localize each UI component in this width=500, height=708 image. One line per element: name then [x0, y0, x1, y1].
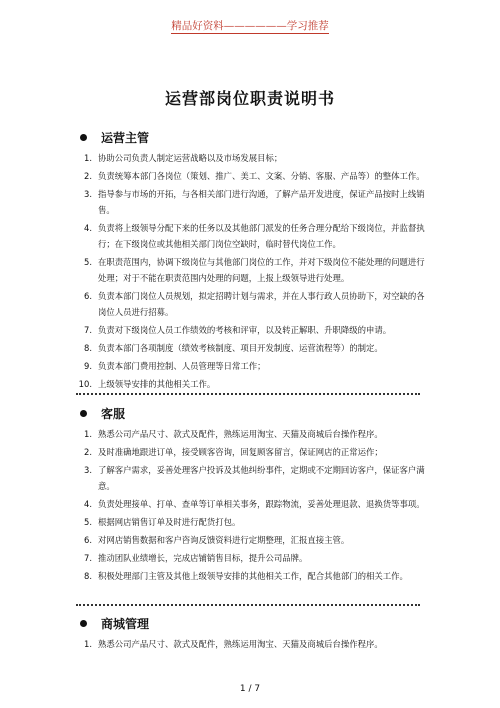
item-number: 8.	[84, 571, 92, 581]
list-item	[76, 550, 428, 566]
list-item	[76, 358, 428, 374]
item-text: 协助公司负责人制定运营战略以及市场发展目标；	[98, 153, 283, 163]
item-number: 6.	[84, 291, 92, 301]
item-text: 负责统筹本部门各岗位（策划、推广、美工、文案、分销、客服、产品等）的整体工作。	[98, 171, 425, 181]
item-text: 负责本部门岗位人员规划，拟定招聘计划与需求，并在人事行政人员协助下，对空缺的各岗位人员进行招募。	[98, 291, 425, 317]
section-title: 运营主管	[101, 130, 150, 145]
page-number: 1 / 7	[239, 684, 261, 694]
item-number: 9.	[84, 361, 92, 371]
item-number: 3.	[84, 189, 92, 199]
item-text: 负责将上级领导分配下来的任务以及其他部门派发的任务合理分配给下级岗位，并监督执行；在下级岗位或其他相关部门岗位空缺时，临时替代岗位工作。	[98, 223, 425, 249]
list-item	[76, 444, 428, 460]
duty-list	[76, 426, 428, 584]
list-item	[76, 514, 428, 530]
duty-list	[76, 636, 428, 652]
list-item	[76, 150, 428, 166]
dotted-divider	[76, 604, 420, 606]
list-item	[76, 186, 428, 218]
item-number: 6.	[84, 535, 92, 545]
bullet-icon	[80, 410, 87, 417]
section-title: 客服	[101, 406, 126, 421]
section-operations-manager	[76, 128, 428, 394]
item-text: 及时准确地跟进订单，接受顾客咨询，回复顾客留言，保证网店的正常运作；	[98, 447, 383, 457]
list-item	[76, 168, 428, 184]
item-text: 负责本部门各项制度（绩效考核制度、项目开发制度、运营流程等）的制定。	[98, 343, 383, 353]
item-text: 负责本部门费用控制、人员管理等日常工作；	[98, 361, 266, 371]
item-text: 熟悉公司产品尺寸、款式及配件，熟练运用淘宝、天猫及商城后台操作程序。	[98, 429, 383, 439]
section-mall-management	[76, 614, 428, 654]
item-text: 负责对下级岗位人员工作绩效的考核和评审，以及转正解职、升职降级的申请。	[98, 325, 392, 335]
item-number: 2.	[84, 171, 92, 181]
item-number: 5.	[84, 257, 92, 267]
item-number: 4.	[84, 499, 92, 509]
item-text: 负责处理接单、打单、查单等订单相关事务，跟踪物流，妥善处理退款、退换货等事项。	[98, 499, 425, 509]
page-header	[0, 18, 500, 33]
bullet-icon	[80, 134, 87, 141]
item-text: 熟悉公司产品尺寸、款式及配件，熟练运用淘宝、天猫及商城后台操作程序。	[98, 639, 383, 649]
item-text: 根据网店销售订单及时进行配货打包。	[98, 517, 241, 527]
duty-list	[76, 150, 428, 392]
item-number: 8.	[84, 343, 92, 353]
list-item	[76, 568, 428, 584]
item-number: 7.	[84, 553, 92, 563]
list-item	[76, 496, 428, 512]
section-customer-service	[76, 404, 428, 586]
list-item	[76, 376, 428, 392]
bullet-icon	[80, 620, 87, 627]
list-item	[76, 340, 428, 356]
item-text: 在职责范围内，协调下级岗位与其他部门岗位的工作，并对下级岗位不能处理的问题进行处理；对于不能在职责范围内处理的问题，上报上级领导进行处理。	[98, 257, 425, 283]
item-number: 7.	[84, 325, 92, 335]
document-title: 运营部岗位职责说明书	[164, 89, 335, 108]
item-text: 指导参与市场的开拓，与各相关部门进行沟通，了解产品开发进度，保证产品按时上线销售。	[98, 189, 425, 215]
item-text: 对网店销售数据和客户咨询反馈资料进行定期整理，汇报直接主管。	[98, 535, 350, 545]
dotted-divider	[76, 393, 420, 395]
list-item	[76, 254, 428, 286]
item-number: 3.	[84, 465, 92, 475]
header-text: 精品好资料——————学习推荐	[171, 20, 329, 32]
item-number: 4.	[84, 223, 92, 233]
list-item	[76, 462, 428, 494]
section-heading	[76, 128, 428, 146]
list-item	[76, 532, 428, 548]
item-text: 积极处理部门主管及其他上级领导安排的其他相关工作，配合其他部门的相关工作。	[98, 571, 408, 581]
item-number: 1.	[84, 639, 92, 649]
item-number: 1.	[84, 429, 92, 439]
list-item	[76, 426, 428, 442]
item-number: 5.	[84, 517, 92, 527]
list-item	[76, 288, 428, 320]
item-text: 了解客户需求，妥善处理客户投诉及其他纠纷事件，定期或不定期回访客户，保证客户满意。	[98, 465, 425, 491]
list-item	[76, 636, 428, 652]
item-number: 10.	[78, 379, 92, 389]
list-item	[76, 220, 428, 252]
section-heading	[76, 404, 428, 422]
list-item	[76, 322, 428, 338]
item-text: 上级领导安排的其他相关工作。	[98, 379, 216, 389]
section-heading	[76, 614, 428, 632]
item-text: 推动团队业绩增长，完成店铺销售目标，提升公司品牌。	[98, 553, 308, 563]
item-number: 1.	[84, 153, 92, 163]
section-title: 商城管理	[101, 616, 150, 631]
item-number: 2.	[84, 447, 92, 457]
